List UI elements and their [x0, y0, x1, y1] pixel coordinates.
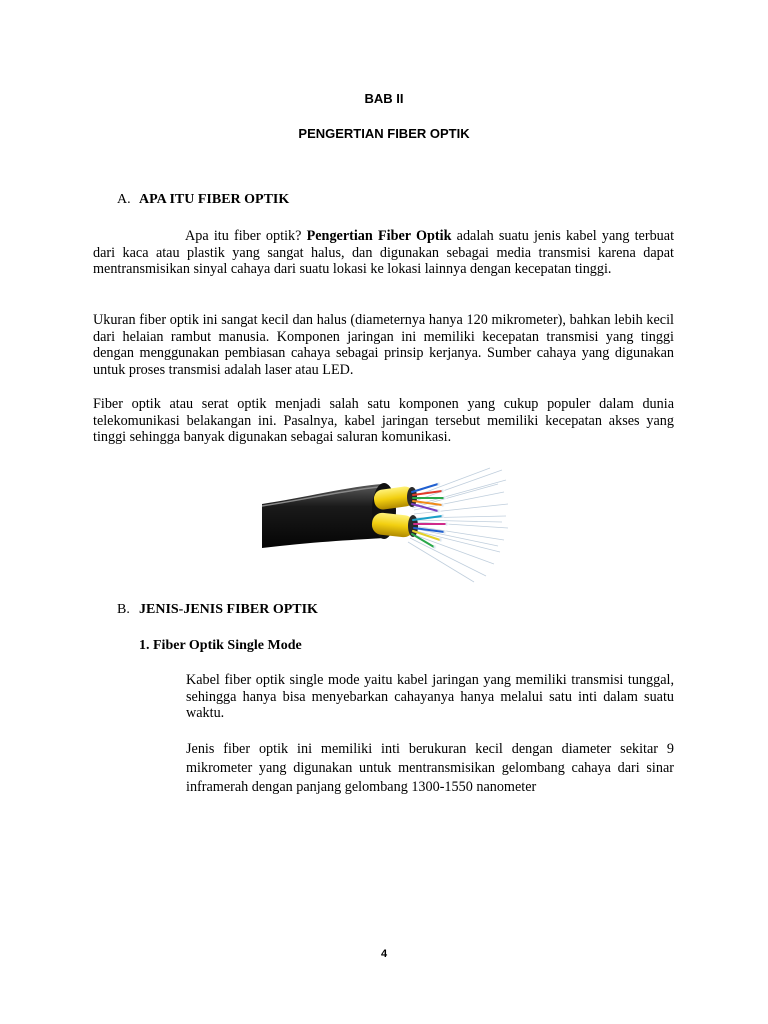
- subsection-single-mode-heading: 1. Fiber Optik Single Mode: [139, 638, 302, 653]
- paragraph-a1-bold: Pengertian Fiber Optik: [306, 228, 452, 244]
- paragraph-a3: Fiber optik atau serat optik menjadi salah satu komponen yang cukup populer dalam dunia telekomunikasi belakangan ini. Pasalnya, kabel jaringan tersebut memiliki kecepatan akses yang tinggi sehingga banyak digunakan sebagai saluran komunikasi.: [93, 396, 674, 446]
- page-number: 4: [380, 948, 388, 960]
- paragraph-b1: Kabel fiber optik single mode yaitu kabel jaringan yang memiliki transmisi tunggal, sehingga hanya bisa menyebarkan cahayanya hanya melalui satu inti dalam suatu waktu.: [186, 672, 674, 722]
- section-b-number: B.: [117, 602, 130, 617]
- paragraph-a1: [93, 228, 674, 278]
- paragraph-a1-lead: Apa itu fiber optik?: [185, 228, 302, 244]
- paragraph-a1-rest: adalah suatu jenis kabel yang terbuat dari kaca atau plastik yang sangat halus, dan digunakan sebagai media transmisi karena dapat mentransmisikan sinyal cahaya dari suatu lokasi ke lokasi lainnya dengan kecepatan tinggi.: [93, 228, 675, 278]
- paragraph-a2: Ukuran fiber optik ini sangat kecil dan halus (diameternya hanya 120 mikrometer), bahkan lebih kecil dari helaian rambut manusia. Komponen jaringan ini memiliki kecepatan transmisi yang tinggi dengan menggunakan pembiasan cahaya sebagai prinsip kerjanya. Sumber cahaya yang digunakan untuk proses transmisi adalah laser atau LED.: [93, 312, 674, 379]
- page-title: PENGERTIAN FIBER OPTIK: [298, 126, 470, 141]
- section-a-title: APA ITU FIBER OPTIK: [139, 192, 290, 207]
- chapter-label: BAB II: [364, 91, 404, 106]
- section-a-heading: [117, 192, 289, 208]
- section-b-title: JENIS-JENIS FIBER OPTIK: [139, 602, 318, 617]
- section-a-number: A.: [117, 192, 131, 207]
- paragraph-b2: Jenis fiber optik ini memiliki inti berukuran kecil dengan diameter sekitar 9 mikrometer yang digunakan untuk mentransmisikan gelombang cahaya dari sinar inframerah dengan panjang gelombang 1300-1550 nanometer: [186, 741, 674, 795]
- section-b-heading: [117, 602, 318, 618]
- fiber-optic-cable-image: [262, 464, 508, 584]
